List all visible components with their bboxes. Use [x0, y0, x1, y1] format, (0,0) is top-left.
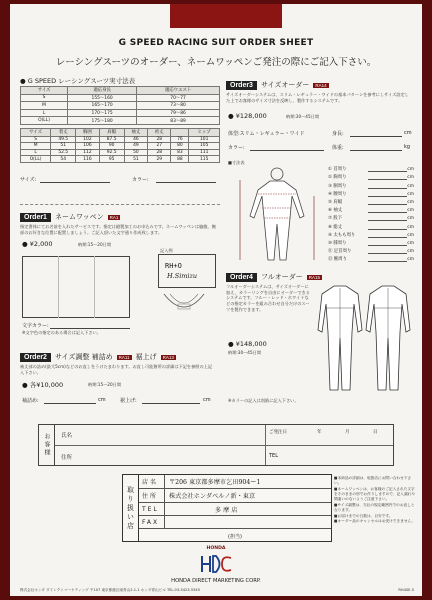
measure-input[interactable] — [368, 233, 407, 238]
dealer-row-tel — [139, 503, 331, 516]
measure-input[interactable] — [368, 225, 407, 230]
hdc-logo — [198, 552, 234, 576]
note-item: ■ネームワッペンは、お客様のご記入された文字をそのままの形でお作りしますので、記入漏れや間違いのないようご注意下さい。 — [334, 486, 416, 502]
collar-illustration — [160, 290, 208, 324]
hem-unit: cm — [203, 397, 211, 403]
order2-lead-time: 納期:15〜20日間 — [88, 382, 122, 387]
sheet-title: G SPEED RACING SUIT ORDER SHEET — [118, 38, 314, 48]
color-input-line[interactable] — [156, 182, 216, 183]
char-color-label: 文字カラー: — [22, 323, 49, 329]
order2-tag: Order2 — [20, 353, 51, 362]
sheet-subtitle: レーシングスーツのオーダー、ネームワッペンご発注の際にご記入下さい。 — [55, 57, 377, 68]
fit-label: 体型:スリム・レギュラー・ワイド — [228, 131, 305, 137]
grid-line — [94, 256, 95, 318]
store-label: 店名 — [139, 475, 165, 488]
hem-label: 裾上げ: — [120, 398, 137, 404]
table-row: L 170〜175 79〜86 — [21, 109, 220, 117]
sleeve-input-line[interactable] — [44, 403, 96, 404]
table-row: O(LL) 54 116 95 51 29 88 115 — [21, 156, 220, 163]
table-header: 袖丈 — [124, 129, 147, 137]
measure-input[interactable] — [368, 241, 407, 246]
measure-row: ② 胸周り cm — [328, 175, 414, 181]
measure-input[interactable] — [368, 257, 407, 262]
size-table-dimensions — [20, 128, 220, 163]
measure-sheet-label: ■寸法表 — [228, 160, 245, 165]
tel-label: TEL — [139, 503, 165, 515]
order1-title: ネームワッペン — [54, 213, 104, 221]
order3-price: ● ¥128,000 — [228, 112, 267, 120]
order3-badge: RA14 — [315, 82, 327, 88]
note-item: ■お届けまでの日数は、目安です。 — [334, 513, 393, 518]
order4-header — [226, 272, 322, 282]
customer-tel-input[interactable] — [285, 449, 389, 463]
order2-badge-hem: RA13 — [162, 354, 174, 360]
height-input-line[interactable] — [350, 136, 402, 137]
table-row: S 49.5 102 87.5 46 28 76 101 — [21, 136, 220, 143]
order1-badge: RA1 — [109, 214, 119, 220]
height-label: 身長: — [332, 131, 344, 137]
table-header: 肩幅 — [99, 129, 124, 137]
measure-row: ① 首周り cm — [328, 167, 414, 173]
order2-description: 袖丈部の詰め(最大5cm)などのお直しをうけたまわります。お直し可能箇所の詳細は下記を参照の上記入下さい。 — [20, 364, 213, 375]
order4-lead-time: 納期:30〜45日間 — [228, 350, 262, 355]
sample-box — [158, 254, 216, 288]
char-color-input-line[interactable] — [50, 328, 130, 329]
measure-list — [328, 164, 414, 262]
order3-tag: Order3 — [226, 81, 257, 90]
order2-badge: RA11 — [118, 354, 130, 360]
measure-row: ③ 胴周り cm — [328, 183, 414, 189]
size-table-heading: ● G SPEED レーシングスーツ実寸法表 — [20, 77, 136, 85]
header-red-band — [170, 4, 282, 28]
table-header: 適応身長 — [68, 87, 137, 95]
order4-tag: Order4 — [226, 273, 257, 282]
order3-color-label: カラー: — [228, 145, 245, 151]
branch-value[interactable]: 多 摩 店 — [215, 506, 238, 514]
customer-name-label: 氏名 — [61, 433, 73, 439]
note-item: ■サイズ調整は、当社の規定範囲内でのお直しとなります。 — [334, 502, 415, 513]
weight-label: 体重: — [332, 145, 344, 151]
grid-line — [58, 256, 59, 318]
measure-row: ⑥ 袖丈 cm — [328, 208, 414, 214]
fax-label: FAX — [139, 516, 165, 528]
person-label: (担当) — [228, 533, 242, 540]
weight-unit: kg — [404, 144, 411, 150]
measure-input[interactable] — [368, 175, 407, 180]
dealer-row-person — [139, 529, 331, 543]
dealer-row-store — [139, 475, 331, 489]
weight-input-line[interactable] — [350, 150, 402, 151]
order1-price: ● ¥2,000 — [22, 240, 53, 248]
sleeve-unit: cm — [98, 397, 106, 403]
order4-title: フルオーダー — [260, 273, 303, 281]
order-date-year: 年 — [317, 430, 322, 435]
table-row: S 155〜160 70〜77 — [21, 94, 220, 102]
sample-text-2: H.Simizu — [167, 272, 198, 280]
size-label: サイズ: — [20, 177, 37, 183]
measure-input[interactable] — [368, 208, 407, 213]
table-header: 着丈 — [51, 129, 76, 137]
hem-input-line[interactable] — [142, 403, 200, 404]
customer-address-input[interactable] — [79, 449, 259, 463]
order1-lead-time: 納期:15〜20日間 — [78, 242, 112, 247]
measure-input[interactable] — [368, 249, 407, 254]
measure-row: ⑨ 太もも周り cm — [328, 232, 414, 238]
order3-lead-time: 納期:30〜45日間 — [286, 114, 320, 119]
race-suit-illustration — [312, 282, 416, 396]
sleeve-label: 袖詰め: — [22, 398, 39, 404]
sample-label: 記入例 — [160, 248, 173, 253]
measure-input[interactable] — [368, 184, 407, 189]
order1-description: 指定書体にてお名前を入れたサービスです。指定は縫製加工のお申込みです。ネームワッペンは脇腹、腕部のお好きな位置に配置しましょう。ご記入頂いた文字通り作成致します。 — [20, 224, 216, 235]
order-date-month: 月 — [345, 430, 350, 435]
order3-header — [226, 80, 329, 90]
table-header: 胸囲 — [76, 129, 99, 137]
table-row: O(LL) 175〜180 83〜89 — [21, 117, 220, 125]
address-value[interactable]: 株式会社ホンダベルノ新・東京 — [169, 493, 256, 500]
measure-input[interactable] — [368, 192, 407, 197]
measure-input[interactable] — [368, 167, 407, 172]
measure-row: ⑤ 肩幅 cm — [328, 199, 414, 205]
measure-row: ⑦ 股下 cm — [328, 216, 414, 222]
measure-row: ⑪ 足首周り cm — [328, 249, 414, 255]
order4-badge: RA15 — [308, 274, 320, 280]
measure-input[interactable] — [368, 216, 407, 221]
store-value[interactable]: 〒206 東京都多摩市乞田904ー1 — [169, 479, 261, 486]
customer-info-box — [38, 424, 394, 466]
address-label: 住所 — [139, 489, 165, 502]
order1-note: ※文字色の指定のある場合は記入下さい。 — [22, 330, 101, 335]
table-header: 裄丈 — [148, 129, 171, 137]
order4-description: フルオーダーシステムは、サイズオーダーに加え、カラーリングを自由にオーダーできるシステムです。フルー・レッド・ホワイトなどの指定カラーを組み合わせ自分だけのスーツを製作できます。 — [226, 284, 310, 312]
order3-color-input-line[interactable] — [250, 150, 324, 151]
measure-row: ⑩ 膝周り cm — [328, 240, 414, 246]
order-date-label: ご発注日 — [269, 430, 287, 435]
order4-note: ※カラーの記入は別紙に記入下さい。 — [228, 398, 299, 403]
order2-header — [20, 352, 176, 362]
dealer-box — [122, 474, 332, 542]
size-input-line[interactable] — [40, 182, 110, 183]
order4-price: ● ¥148,000 — [228, 340, 267, 348]
dealer-row-address — [139, 489, 331, 503]
footer-address: 株式会社ホンダ ダイレクトマーケティング 〒107 東京都港区南青山2-1-1 ホンダ青山ビル TEL.03-3423-5345 — [20, 588, 201, 592]
measure-row: ④ 腰周り cm — [328, 191, 414, 197]
color-label: カラー: — [132, 177, 149, 183]
order-sheet — [10, 4, 422, 596]
order3-title: サイズオーダー — [260, 81, 310, 89]
sample-text-1: RH+O — [165, 262, 182, 270]
honda-wordmark: HONDA — [206, 546, 226, 551]
order2-title: サイズ調整 補詰め — [54, 353, 113, 361]
height-unit: cm — [404, 130, 412, 136]
table-header — [171, 129, 189, 137]
order1-header — [20, 212, 120, 222]
order1-tag: Order1 — [20, 213, 51, 222]
customer-vertical-label: お客様 — [39, 425, 55, 465]
notes-column — [334, 476, 416, 524]
customer-address-label: 住所 — [61, 455, 73, 461]
dealer-row-fax — [139, 516, 331, 529]
measure-row: ⑫ 腕周り cm — [328, 257, 414, 263]
size-table-height — [20, 86, 220, 125]
order3-description: サイズオーダーシステムは、スリム・レギュラー・ワイドの基本パターンを参考にしサイズ設定した上でお客様のサイズ寸法を反映し、製作するシステムです。 — [226, 92, 409, 103]
dealer-vertical-label: 取り扱い店 — [123, 475, 139, 541]
table-row: L 52.5 112 92.5 50 28 83 111 — [21, 149, 220, 156]
measure-input[interactable] — [368, 200, 407, 205]
table-header: サイズ — [21, 87, 68, 95]
body-figure-illustration — [230, 166, 324, 264]
table-row: M 165〜170 73〜80 — [21, 102, 220, 110]
table-row: M 51 106 90 49 27 80 105 — [21, 143, 220, 150]
table-header: サイズ — [21, 129, 51, 137]
note-item: ■オーダー品のキャンセルはお受けできません。 — [334, 518, 416, 523]
customer-name-input[interactable] — [79, 429, 259, 443]
order2-price: ● 各¥10,000 — [22, 381, 64, 389]
order-date-day: 日 — [373, 430, 378, 435]
divider — [20, 204, 220, 205]
table-header: 適応ウエスト — [137, 87, 220, 95]
col-divider — [265, 425, 266, 465]
name-patch-input-box[interactable] — [22, 256, 130, 318]
row-divider — [55, 445, 393, 446]
customer-tel-label: TEL — [269, 453, 278, 459]
measure-row: ⑧ 総丈 cm — [328, 224, 414, 230]
footer-code: RH4SE-5 — [398, 588, 414, 592]
company-name: HONDA DIRECT MARKETING CORP. — [171, 578, 261, 584]
order2-title-hem: 裾上げ — [135, 353, 157, 361]
table-header: ヒップ — [189, 129, 220, 137]
note-item: ■本商品の詳細は、取扱店にお問い合わせ下さい。 — [334, 476, 412, 486]
